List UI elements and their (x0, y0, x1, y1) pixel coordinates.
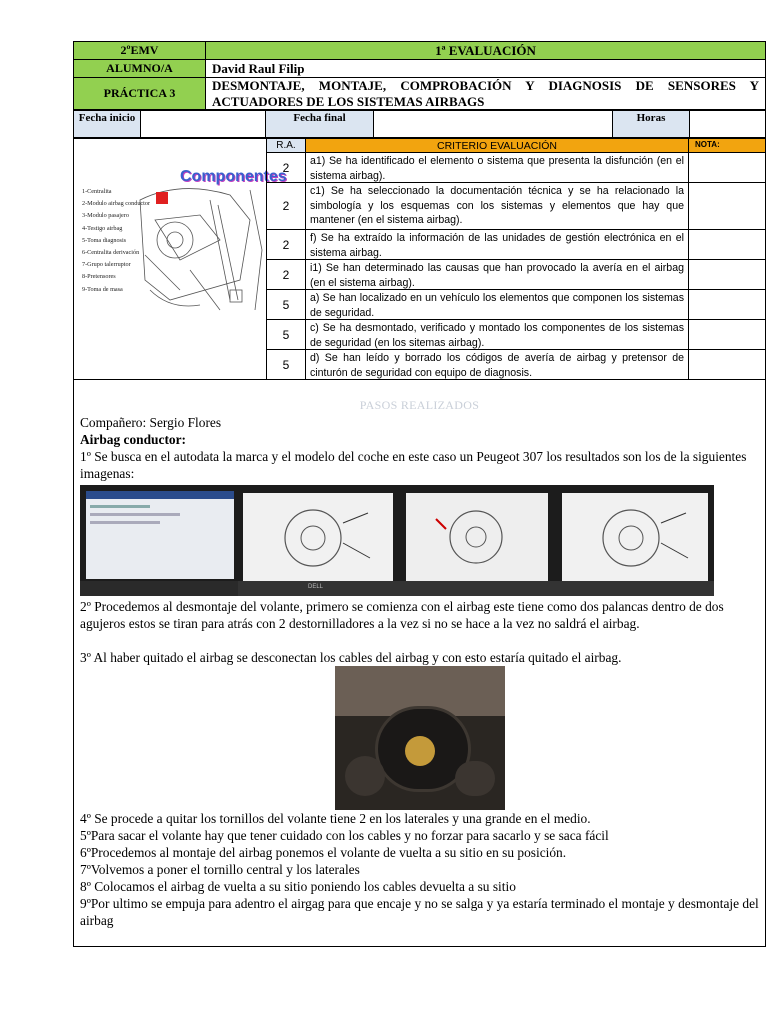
hours-label-cell (612, 110, 690, 138)
evaluation-cell (205, 41, 766, 60)
criteria-row-ra: 2 (266, 182, 306, 230)
ra-header (266, 138, 306, 153)
diagram-legend (82, 186, 150, 296)
laptop-brand: DELL (308, 584, 324, 590)
criteria-row-text: a1) Se ha identificado el elemento o sistema que presenta la disfunción (en el sistema airbag). (305, 152, 689, 183)
criteria-row-text: a) Se han localizado en un vehículo los elementos que componen los sistemas de seguridad. (305, 289, 689, 320)
criteria-row-text: f) Se ha extraído la información de las unidades de gestión electrónica en el sistema airbag. (305, 229, 689, 260)
steering-wheel-diagram (258, 503, 378, 573)
step-7: 7ºVolvemos a poner el tornillo central y los laterales (80, 862, 360, 877)
practice-title-cell (205, 77, 766, 110)
criteria-row-grade[interactable] (688, 349, 766, 380)
criteria-row-ra: 2 (266, 152, 306, 183)
airbag-marker (156, 192, 168, 204)
step-5: 5ºPara sacar el volante hay que tener cuidado con los cables y no forzar para sacarlo y se saca fácil (80, 828, 609, 843)
step-3: 3º Al haber quitado el airbag se desconectan los cables del airbag y con esto estaría quitado el airbag. (80, 650, 622, 665)
hours-label: Horas (636, 112, 666, 124)
criteria-row-ra: 5 (266, 319, 306, 350)
criteria-header (305, 138, 689, 153)
autodata-photo-2 (238, 485, 398, 596)
start-date-label-cell (73, 110, 141, 138)
evaluation-title: 1ª EVALUACIÓN (435, 42, 536, 58)
criteria-row-text: c1) Se ha seleccionado la documentación técnica y se ha relacionado la simbología y los esquemas con los sistemas y elementos que hay que mantener (en el sistema airbag). (305, 182, 689, 230)
practice-label-cell (73, 77, 206, 110)
criteria-row-grade[interactable] (688, 319, 766, 350)
criteria-header-label: CRITERIO EVALUACIÓN (437, 139, 557, 152)
criteria-row-text: i1) Se han determinado las causas que han provocado la avería en el airbag (en el sistema airbag). (305, 259, 689, 290)
start-date-value (140, 110, 266, 138)
student-name-cell (205, 59, 766, 78)
step-4: 4º Se procede a quitar los tornillos del volante tiene 2 en los laterales y una grande en el medio. (80, 811, 591, 826)
ra-header-label: R.A. (276, 140, 296, 151)
legend-item: 9-Toma de masa (82, 285, 123, 293)
practice-label: PRÁCTICA 3 (103, 86, 176, 100)
autodata-photo-3 (398, 485, 556, 596)
step-8: 8º Colocamos el airbag de vuelta a su sitio poniendo los cables devuelta a su sitio (80, 879, 516, 894)
hours-value (689, 110, 766, 138)
start-date-label: Fecha inicio (78, 112, 136, 124)
criteria-row-grade[interactable] (688, 182, 766, 230)
autodata-photo-1 (80, 485, 238, 596)
step-1: 1º Se busca en el autodata la marca y el modelo del coche en este caso un Peugeot 307 los resultados son los de la siguientes imagenas: (80, 449, 747, 481)
legend-item: 2-Modulo airbag conductor (82, 200, 151, 208)
course-cell (73, 41, 206, 60)
partner-line: Compañero: Sergio Flores (80, 415, 222, 430)
criteria-row-ra: 5 (266, 349, 306, 380)
step-9: 9ºPor ultimo se empuja para adentro el airgag para que encaje y no se salga y ya estaría terminado el montaje y desmontaje del airbag (80, 896, 759, 928)
section-title: PASOS REALIZADOS (359, 398, 480, 412)
legend-item: 6-Centralita derivación (82, 249, 140, 257)
criteria-row-text: d) Se han leído y borrado los códigos de avería de airbag y pretensor de cinturón de seguridad con equipo de diagnosis. (305, 349, 689, 380)
airbag-diagram (416, 499, 536, 575)
step-2: 2º Procedemos al desmontaje del volante, primero se comienza con el airbag este tiene como dos palancas dentro de dos agujeros estos se tiran para atrás con 2 destornilladores a la vez si no se hace a la vez no saldrá el airbag. (80, 599, 724, 631)
legend-item: 7-Grupo talerruptor (82, 261, 131, 269)
grade-header-label: NOTA: (695, 140, 720, 149)
steering-wheel-diagram (576, 503, 696, 573)
end-date-label-cell (265, 110, 374, 138)
student-label-cell (73, 59, 206, 78)
student-label: ALUMNO/A (106, 61, 173, 75)
autodata-photo-4 (556, 485, 714, 596)
end-date-value (373, 110, 613, 138)
legend-item: 4-Testigo airbag (82, 224, 123, 232)
criteria-row-grade[interactable] (688, 259, 766, 290)
criteria-row-grade[interactable] (688, 289, 766, 320)
criteria-row-grade[interactable] (688, 229, 766, 260)
legend-item: 1-Centralita (82, 188, 112, 195)
student-name: David Raul Filip (212, 61, 305, 76)
legend-item: 8-Pretensores (82, 273, 116, 281)
criteria-row-ra: 5 (266, 289, 306, 320)
criteria-row-grade[interactable] (688, 152, 766, 183)
criteria-row-ra: 2 (266, 259, 306, 290)
criteria-row-text: c) Se ha desmontado, verificado y montado los componentes de los sistemas de seguridad (en los sitemas airbag). (305, 319, 689, 350)
criteria-row-ra: 2 (266, 229, 306, 260)
section-subtitle: Airbag conductor: (80, 432, 187, 447)
course-label: 2ºEMV (120, 43, 159, 57)
legend-item: 5-Toma diagnosis (82, 236, 127, 244)
step-6: 6ºProcedemos al montaje del airbag ponemos el volante de vuelta a su sitio en su posición. (80, 845, 567, 860)
end-date-label: Fecha final (293, 112, 346, 124)
grade-header (688, 138, 766, 153)
steering-column-photo (335, 666, 505, 810)
diagram-title: Componentes (180, 168, 287, 185)
practice-title: DESMONTAJE, MONTAJE, COMPROBACIÓN Y DIAGNOSIS DE SENSORES Y ACTUADORES DE LOS SISTEMAS AIRBAGS (212, 78, 759, 109)
legend-item: 3-Modulo pasajero (82, 212, 129, 220)
